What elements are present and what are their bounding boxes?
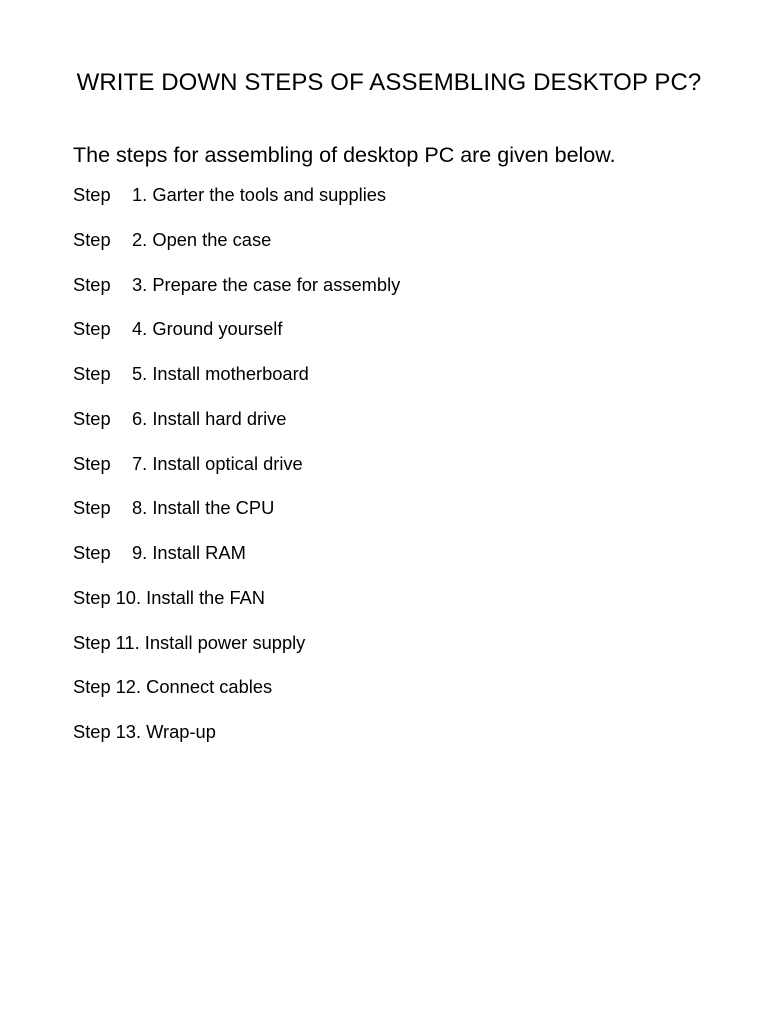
list-item <box>73 229 673 274</box>
list-item <box>73 408 673 453</box>
step-label: Step <box>73 676 111 698</box>
step-text: Install RAM <box>152 542 246 563</box>
list-item <box>73 497 673 542</box>
list-item <box>73 453 673 498</box>
step-number: 12. <box>115 676 142 698</box>
step-number: 10. <box>115 586 142 608</box>
step-number: 3. <box>132 273 148 295</box>
step-label: Step <box>73 631 111 653</box>
step-number: 13. <box>115 721 142 742</box>
step-number: 5. <box>132 363 148 384</box>
step-text: Install the FAN <box>146 586 266 608</box>
intro-paragraph: The steps for assembling of desktop PC are given below. <box>73 143 616 167</box>
step-number: 6. <box>132 407 148 429</box>
list-item <box>73 632 673 677</box>
step-label: Step <box>73 318 111 340</box>
step-label: Step <box>73 542 111 563</box>
step-text: Open the case <box>152 228 272 250</box>
step-text: Prepare the case for assembly <box>152 273 401 295</box>
step-label: Step <box>73 497 111 519</box>
list-item <box>73 318 673 363</box>
step-text: Connect cables <box>146 676 273 698</box>
step-number: 4. <box>132 318 148 340</box>
list-item <box>73 363 673 408</box>
document-title: WRITE DOWN STEPS OF ASSEMBLING DESKTOP PC? <box>76 69 702 96</box>
list-item <box>73 274 673 319</box>
step-label: Step <box>73 586 111 608</box>
list-item <box>73 542 673 587</box>
step-text: Install motherboard <box>152 363 309 384</box>
step-number: 2. <box>132 228 148 250</box>
step-label: Step <box>73 228 111 250</box>
step-label: Step <box>73 363 111 384</box>
list-item <box>73 721 673 766</box>
step-text: Wrap-up <box>146 721 216 742</box>
step-text: Install optical drive <box>152 452 303 474</box>
step-text: Install the CPU <box>152 497 275 519</box>
step-number: 8. <box>132 497 148 519</box>
list-item <box>73 184 673 229</box>
steps-list <box>73 184 673 766</box>
step-label: Step <box>73 721 111 742</box>
step-number: 9. <box>132 542 148 563</box>
step-label: Step <box>73 184 111 205</box>
step-number: 1. <box>132 184 148 205</box>
step-text: Install power supply <box>144 631 306 653</box>
step-text: Ground yourself <box>152 318 283 340</box>
step-text: Install hard drive <box>152 407 287 429</box>
list-item <box>73 587 673 632</box>
step-label: Step <box>73 407 111 429</box>
step-text: Garter the tools and supplies <box>152 184 387 205</box>
step-label: Step <box>73 273 111 295</box>
list-item <box>73 676 673 721</box>
step-number: 11. <box>115 631 140 653</box>
step-number: 7. <box>132 452 148 474</box>
step-label: Step <box>73 452 111 474</box>
